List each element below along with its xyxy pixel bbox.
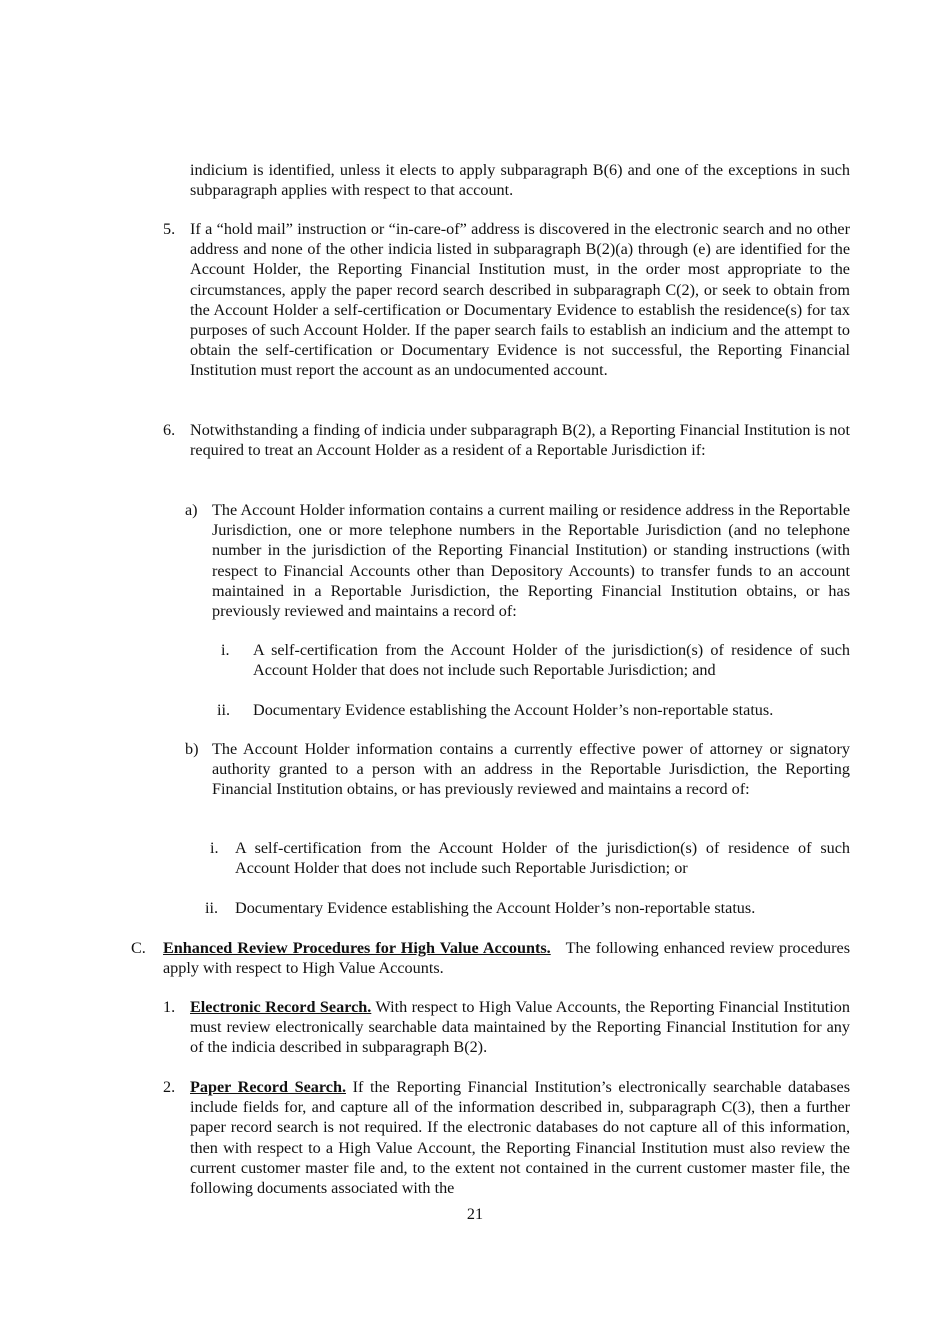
item-c1-text: With respect to High Value Accounts, the Reporting Financial Institution must review electronically searchable data maintained by the Reporting Financial Institution for any of the indicia described in subparagraph B(2). [190, 998, 850, 1057]
item-6a-i-label: i. [221, 641, 230, 659]
item-c2-paragraph [190, 1077, 850, 1198]
item-6b-i-text: A self-certification from the Account Holder of the jurisdiction(s) of residence of such Account Holder that does not include such Reportable Jurisdiction; or [235, 839, 850, 878]
item-5-number: 5. [163, 220, 176, 238]
item-6b-label: b) [185, 740, 199, 758]
item-6a-label: a) [185, 501, 198, 519]
section-c-text: The following enhanced review procedures apply with respect to High Value Accounts. [163, 939, 850, 978]
section-c-label: C. [131, 939, 146, 957]
item-c1-paragraph [190, 997, 850, 1058]
item-c1-number: 1. [163, 998, 176, 1016]
item-6a-i-text: A self-certification from the Account Holder of the jurisdiction(s) of residence of such Account Holder that does not include such Reportable Jurisdiction; and [253, 641, 850, 680]
item-6b-i-label: i. [210, 839, 219, 857]
continuation-paragraph: indicium is identified, unless it elects to apply subparagraph B(6) and one of the exceptions in such subparagraph applies with respect to that account. [190, 161, 850, 200]
item-c2-number: 2. [163, 1078, 176, 1096]
item-6a-ii-label: ii. [217, 701, 231, 719]
item-5-text: If a “hold mail” instruction or “in-care-of” address is discovered in the electronic search and no other address and none of the other indicia listed in subparagraph B(2)(a) through (e) are identified for the Account Holder, the Reporting Financial Institution must, in the order most appropriate to the circumstances, apply the paper record search described in subparagraph C(2), or seek to obtain from the Account Holder a self-certification or Documentary Evidence to establish the residence(s) for tax purposes of such Account Holder. If the paper search fails to establish an indicium and the attempt to obtain the self-certification or Documentary Evidence is not successful, the Reporting Financial Institution must report the account as an undocumented account. [190, 220, 850, 380]
item-6-text: Notwithstanding a finding of indicia under subparagraph B(2), a Reporting Financial Institution is not required to treat an Account Holder as a resident of a Reportable Jurisdiction if: [190, 421, 850, 460]
item-6a-text: The Account Holder information contains a current mailing or residence address in the Reportable Jurisdiction, one or more telephone numbers in the Reportable Jurisdiction (and no telephone number in the jurisdiction of the Reporting Financial Institution) or standing instructions (with respect to Financial Accounts other than Depository Accounts) to transfer funds to an account maintained in a Reportable Jurisdiction, the Reporting Financial Institution obtains, or has previously reviewed and maintains a record of: [212, 501, 850, 621]
item-6b-ii-label: ii. [205, 899, 219, 917]
item-6b-text: The Account Holder information contains a currently effective power of attorney or signatory authority granted to a person with an address in the Reportable Jurisdiction, the Reporting Financial Institution obtains, or has previously reviewed and maintains a record of: [212, 740, 850, 799]
section-c-heading: Enhanced Review Procedures for High Value Accounts. [163, 939, 551, 957]
item-c2-heading: Paper Record Search. [190, 1078, 346, 1096]
item-c2-text: If the Reporting Financial Institution’s electronically searchable databases include fields for, and capture all of the information described in, subparagraph C(3), then a further paper record search is not required. If the electronic databases do not capture all of this information, then with respect to a High Value Account, the Reporting Financial Institution must also review the current customer master file and, to the extent not contained in the current customer master file, the following documents associated with the [190, 1078, 851, 1198]
item-6b-ii-text: Documentary Evidence establishing the Account Holder’s non-reportable status. [235, 899, 756, 917]
page-number: 21 [466, 1205, 484, 1223]
item-6-number: 6. [163, 421, 176, 439]
item-6a-ii-text: Documentary Evidence establishing the Account Holder’s non-reportable status. [253, 701, 774, 719]
item-c1-heading: Electronic Record Search. [190, 998, 372, 1016]
section-c-paragraph [163, 938, 850, 978]
